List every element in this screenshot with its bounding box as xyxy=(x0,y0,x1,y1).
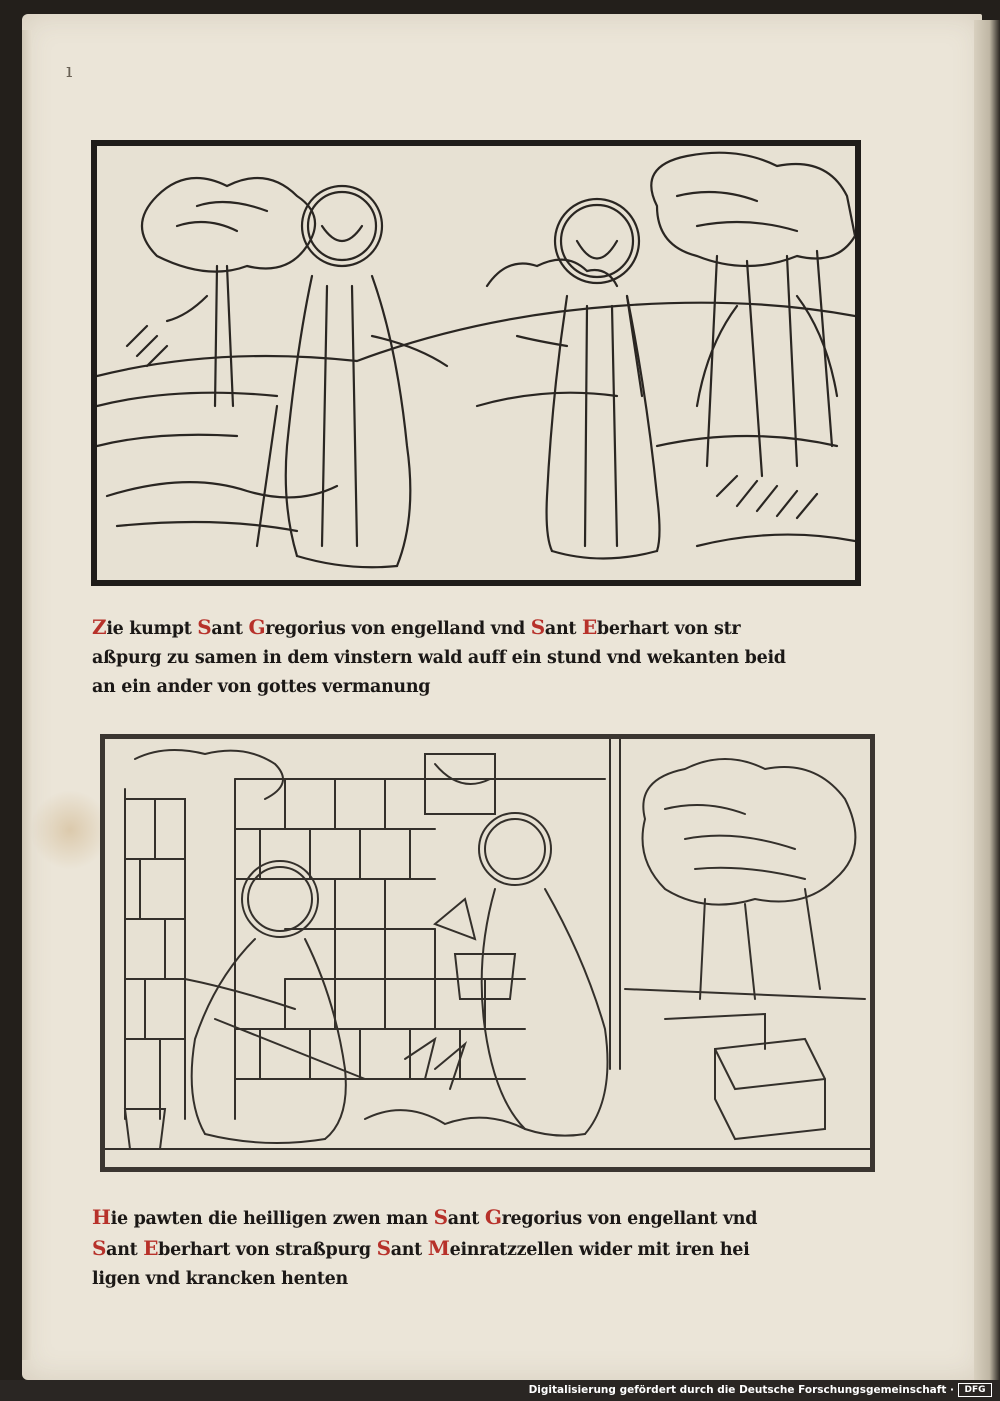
caption-text: ie kumpt xyxy=(106,619,198,639)
page-edge-right xyxy=(974,20,1000,1380)
folio-mark: ı xyxy=(66,58,73,82)
rubricated-letter: E xyxy=(143,1236,159,1260)
rubricated-letter: S xyxy=(433,1205,448,1229)
caption-text: ant xyxy=(447,1209,485,1229)
rubricated-letter: S xyxy=(197,615,212,639)
rubricated-initial: H xyxy=(92,1205,111,1229)
caption-top-line-2: aßpurg zu samen in dem vinstern wald auff ein stund vnd wekanten beid xyxy=(92,648,786,668)
caption-text: berhart von straßpurg xyxy=(158,1240,377,1260)
caption-text: berhart von str xyxy=(596,619,741,639)
caption-bottom-line-2 xyxy=(92,1234,892,1265)
woodcut-top xyxy=(91,140,861,586)
rubricated-letter: G xyxy=(484,1205,502,1229)
woodcut-two-saints-meeting-in-forest-icon xyxy=(97,146,855,580)
caption-text: ant xyxy=(544,619,582,639)
caption-top-line-3: an ein ander von gottes vermanung xyxy=(92,677,431,697)
caption-text: ant xyxy=(106,1240,144,1260)
caption-text: ant xyxy=(211,619,249,639)
woodcut-saints-building-wall-icon xyxy=(105,739,870,1167)
caption-text: einratzzellen wider mit iren hei xyxy=(449,1240,750,1260)
funding-credit: Digitalisierung gefördert durch die Deutsche Forschungsgemeinschaft · xyxy=(528,1384,954,1396)
rubricated-letter: S xyxy=(376,1236,391,1260)
caption-top-line-1 xyxy=(92,613,872,644)
woodcut-bottom xyxy=(100,734,875,1172)
caption-top xyxy=(92,613,872,702)
rubricated-letter: E xyxy=(581,615,597,639)
caption-text: regorius von engellant vnd xyxy=(501,1209,758,1229)
rubricated-letter: M xyxy=(427,1236,450,1260)
caption-text: regorius von engelland vnd xyxy=(265,619,531,639)
page-edge-left xyxy=(22,30,32,1360)
caption-bottom-line-3: ligen vnd krancken henten xyxy=(92,1269,348,1289)
rubricated-letter: S xyxy=(92,1236,107,1260)
caption-bottom xyxy=(92,1203,892,1294)
dfg-logo: DFG xyxy=(958,1383,992,1397)
rubricated-letter: S xyxy=(530,615,545,639)
rubricated-letter: G xyxy=(248,615,266,639)
caption-text: ie pawten die heilligen zwen man xyxy=(110,1209,434,1229)
rubricated-initial: Z xyxy=(92,615,107,639)
water-stain xyxy=(30,790,110,870)
caption-bottom-line-1 xyxy=(92,1203,892,1234)
caption-text: ant xyxy=(390,1240,428,1260)
